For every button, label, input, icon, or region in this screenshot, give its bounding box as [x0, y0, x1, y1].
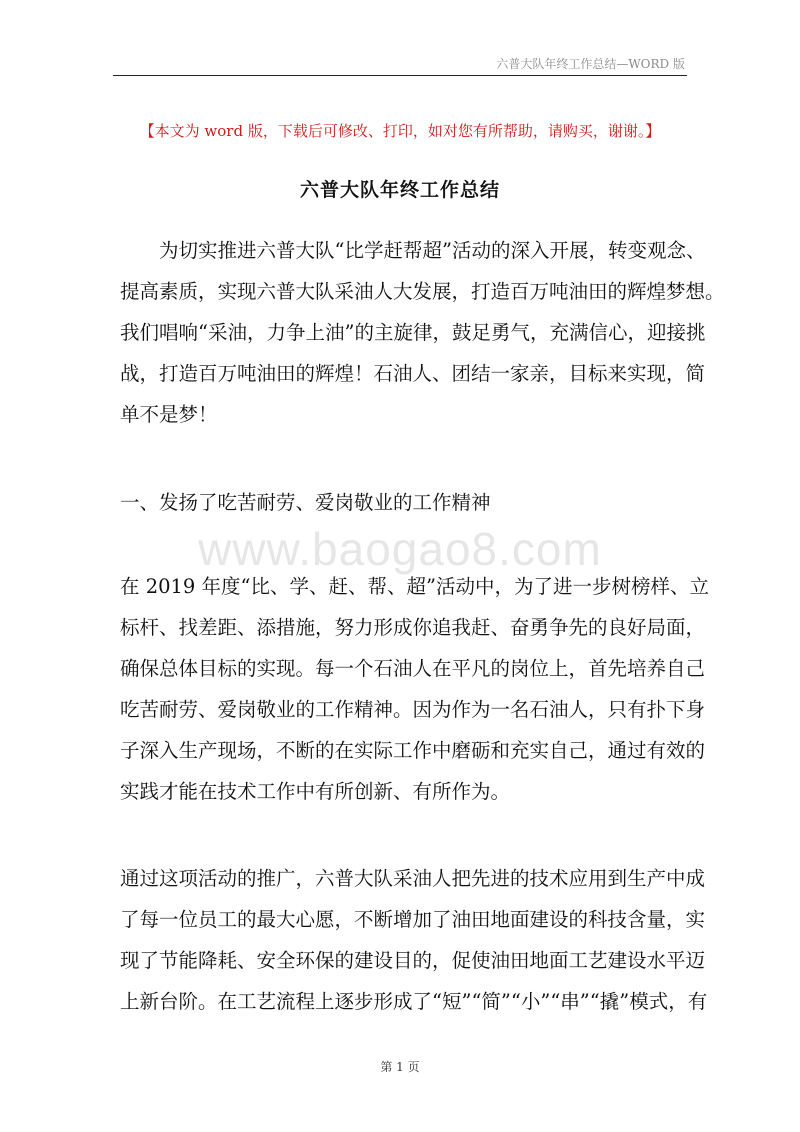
paragraph-line: 战，打造百万吨油田的辉煌！石油人、团结一家亲，目标来实现，简 — [120, 362, 706, 385]
paragraph-line: 确保总体目标的实现。每一个石油人在平凡的岗位上，首先培养自己 — [120, 657, 706, 680]
paragraph-line: 吃苦耐劳、爱岗敬业的工作精神。因为作为一名石油人，只有扑下身 — [120, 698, 706, 721]
section-paragraph — [120, 566, 709, 812]
header-divider — [113, 75, 687, 76]
paragraph-line: 上新台阶。在工艺流程上逐步形成了“短”“简”“小”“串”“撬”模式，有 — [120, 990, 708, 1013]
watermark: www.baogao8.com — [198, 523, 602, 575]
paragraph-line: 现了节能降耗、安全环保的建设目的，促使油田地面工艺建设水平迈 — [120, 949, 706, 972]
paragraph-line: 我们唱响“采油，力争上油”的主旋律，鼓足勇气，充满信心，迎接挑 — [120, 321, 706, 344]
paragraph-line: 为切实推进六普大队“比学赶帮超”活动的深入开展，转变观念、 — [159, 239, 706, 262]
section-paragraph — [120, 858, 708, 1022]
paragraph-line: 子深入生产现场，不断的在实际工作中磨砺和充实自己，通过有效的 — [120, 739, 706, 762]
section-heading: 一、发扬了吃苦耐劳、爱岗敬业的工作精神 — [120, 491, 491, 514]
intro-paragraph — [120, 230, 725, 435]
paragraph-line: 提高素质，实现六普大队采油人大发展，打造百万吨油田的辉煌梦想。 — [120, 280, 725, 303]
page-number: 第 1 页 — [380, 1060, 420, 1074]
paragraph-line: 单不是梦！ — [120, 403, 218, 426]
paragraph-line: 了每一位员工的最大心愿，不断增加了油田地面建设的科技含量，实 — [120, 908, 706, 931]
running-header: 六普大队年终工作总结—WORD 版 — [496, 57, 685, 71]
document-title: 六普大队年终工作总结 — [299, 179, 500, 201]
purchase-notice: 【本文为 word 版，下载后可修改、打印，如对您有所帮助，请购买，谢谢。】 — [139, 122, 661, 140]
paragraph-line: 在 2019 年度“比、学、赶、帮、超”活动中，为了进一步树榜样、立 — [120, 575, 709, 598]
paragraph-line: 实践才能在技术工作中有所创新、有所作为。 — [120, 780, 511, 803]
paragraph-line: 标杆、找差距、添措施，努力形成你追我赶、奋勇争先的良好局面， — [120, 616, 706, 639]
paragraph-line: 通过这项活动的推广，六普大队采油人把先进的技术应用到生产中成 — [120, 867, 706, 890]
